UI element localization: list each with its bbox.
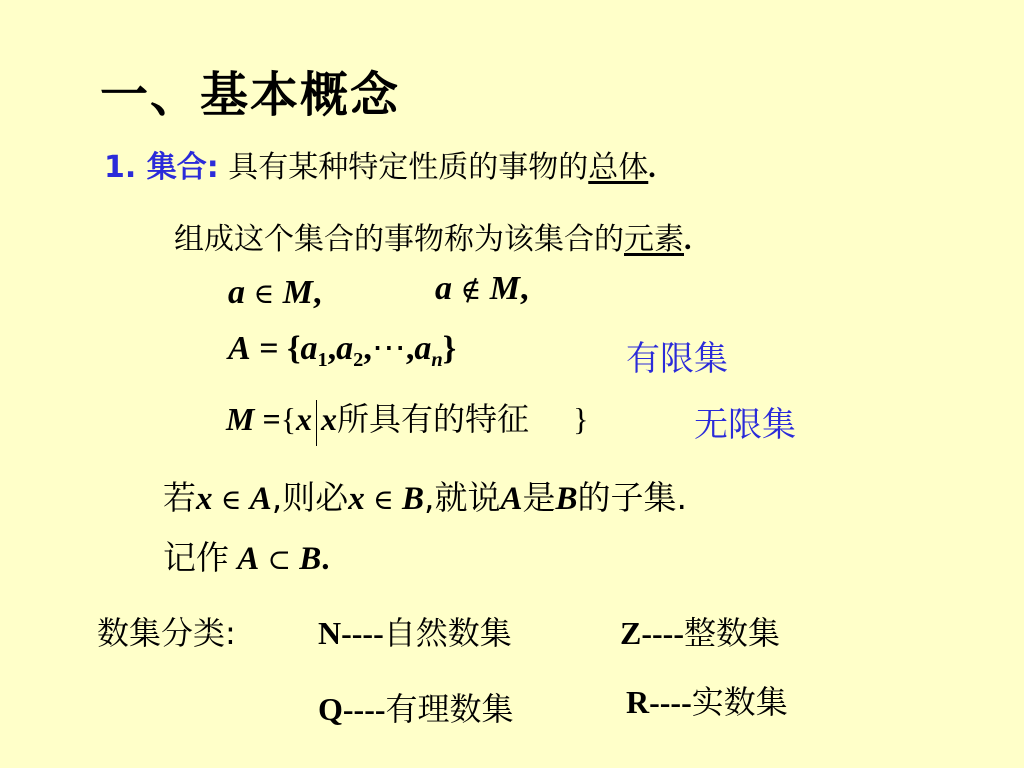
subset-element-of-2: ∈ <box>373 483 394 516</box>
natural-numbers-name: 自然数集 <box>383 614 512 652</box>
subset-period: . <box>321 541 330 577</box>
nonmember-set: M <box>489 270 520 307</box>
integers-item <box>620 608 780 654</box>
natural-numbers-item <box>318 608 512 654</box>
integers-letter: Z---- <box>620 615 684 651</box>
member-set: M <box>282 274 313 311</box>
property-text: 所具有的特征 <box>337 400 530 438</box>
rational-numbers-letter: Q---- <box>318 691 386 727</box>
subset-symbol: ⊂ <box>267 543 291 576</box>
subset-say: ,就说 <box>424 478 501 517</box>
member-element: a <box>228 274 245 311</box>
equals-sign: = <box>259 330 279 367</box>
subset-set-a1: A <box>249 481 272 517</box>
open-brace: { <box>287 330 301 367</box>
close-brace: } <box>442 330 457 367</box>
element-of-symbol: ∈ <box>253 277 275 310</box>
subset-element-of-1: ∈ <box>220 483 242 516</box>
subset-definition-line <box>163 472 687 519</box>
element-an: a <box>414 330 432 367</box>
subset-denote: 记作 <box>163 538 229 577</box>
subset-x1: x <box>196 481 213 517</box>
set-label-colon: : <box>206 150 219 185</box>
finite-set-name: A <box>228 330 251 367</box>
rational-numbers-item <box>318 684 514 730</box>
set-definition-keyword: 总体 <box>588 150 649 185</box>
property-variable: x <box>321 401 338 437</box>
element-definition-period: . <box>684 223 692 256</box>
infinite-set-name: M <box>226 401 255 437</box>
infinite-equals-sign: = <box>262 401 281 437</box>
comma-3: , <box>405 330 415 367</box>
set-definition-period: . <box>648 151 656 184</box>
integers-name: 整数集 <box>683 614 780 652</box>
rational-numbers-name: 有理数集 <box>385 690 514 728</box>
element-definition-line <box>174 214 692 258</box>
member-comma: , <box>312 274 322 311</box>
finite-set-label: 有限集 <box>626 339 728 379</box>
subset-set-a3: A <box>237 541 260 577</box>
subset-x2: x <box>348 481 365 517</box>
set-variable: x <box>296 401 313 437</box>
page-title: 一、基本概念 <box>100 67 401 123</box>
subset-notation-line <box>163 532 330 579</box>
element-definition-keyword: 元素 <box>624 222 684 257</box>
subset-set-b3: B <box>299 541 322 577</box>
set-definition-line <box>104 142 656 186</box>
real-numbers-name: 实数集 <box>691 683 788 721</box>
subset-is: 是 <box>522 478 556 517</box>
comma-2: , <box>363 330 372 367</box>
comma-1: , <box>327 330 337 367</box>
subscript-1: 1 <box>317 349 328 372</box>
element-definition-text: 组成这个集合的事物称为该集合的 <box>174 222 624 257</box>
not-element-of-symbol: ∉ <box>460 273 482 306</box>
natural-numbers-letter: N---- <box>318 615 384 651</box>
subset-set-b1: B <box>401 481 424 517</box>
nonmember-element: a <box>435 270 452 307</box>
subset-set-b2: B <box>555 481 578 517</box>
such-that-bar <box>316 400 317 446</box>
infinite-set-label: 无限集 <box>694 405 796 445</box>
real-numbers-item <box>626 677 788 723</box>
infinite-open-brace: { <box>280 401 297 437</box>
ellipsis: ⋯ <box>371 328 406 368</box>
nonmember-comma: , <box>519 270 529 307</box>
subset-of-text: 的子集. <box>577 478 688 517</box>
real-numbers-letter: R---- <box>626 684 692 720</box>
membership-in <box>228 274 321 312</box>
membership-not-in <box>435 270 528 308</box>
set-label: 1. 集合 <box>104 150 207 185</box>
subscript-2: 2 <box>353 349 364 372</box>
subset-then: ,则必 <box>271 478 349 517</box>
infinite-close-brace: } <box>573 401 589 437</box>
subscript-n: n <box>431 349 443 372</box>
classification-label: 数集分类: <box>97 614 236 652</box>
set-definition-text: 具有某种特定性质的事物的 <box>228 150 589 185</box>
subset-if: 若 <box>163 478 196 517</box>
finite-set-formula <box>228 328 457 372</box>
infinite-set-formula <box>226 394 588 446</box>
element-a1: a <box>300 330 318 367</box>
element-a2: a <box>336 330 354 367</box>
subset-set-a2: A <box>500 481 523 517</box>
